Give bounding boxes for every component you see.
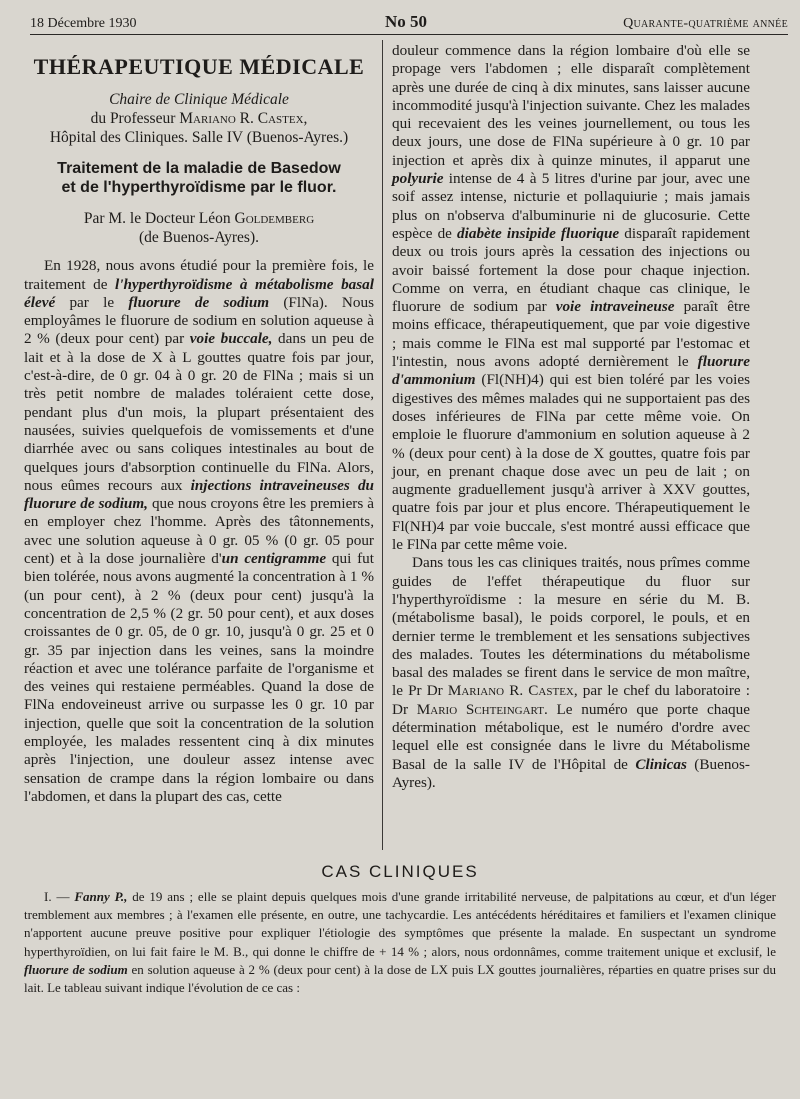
cases-body	[24, 888, 776, 997]
page-header	[30, 12, 788, 35]
issue-date: 18 Décembre 1930	[30, 16, 137, 31]
issue-number: No 50	[385, 12, 428, 31]
paragraph: En 1928, nous avons étudié pour la première fois, le traitement de l'hyperthyroïdisme à métabolisme basal élevé par le fluorure de sodium (FlNa). Nous employâmes le fluorure de sodium en solution aqueuse à 2 % (deux pour cent) par voie buccale, dans un peu de lait et à la dose de X à L gouttes quatre fois par jour, c'est-à-dire, de 0 gr. 04 à 0 gr. 20 de FlNa ; mais si un très petit nombre de malades toléraient cette dose, pendant plus d'un mois, la plupart présentaient des nausées, suivies quelquefois de vomissements et d'une diarrhée avec ou sans coliques intestinales au bout de quelques jours d'absorption continuelle du FlNa. Alors, nous eûmes recours aux injections intraveineuses du fluorure de sodium, que nous croyons être les premiers à en employer chez l'homme. Après des tâtonnements, avec une solution aqueuse à 0 gr. 05 % (0 gr. 05 pour cent) et à la dose journalière d'un centigramme qui fut bien tolérée, nous avons augmenté la concentration à 1 % (un pour cent), à 2 % (deux pour cent) jusqu'à la concentration de 2,5 % (2 gr. 50 pour cent), et aux doses croissantes de 0 gr. 05, de 0 gr. 10, jusqu'à 0 gr. 25 et 0 gr. 35 par injection dans les veines, sans la moindre réaction et avec une tolérance parfaite de l'organisme et des veines qui restaiene perméables. Quand la dose de FlNa endoveineust arrive ou surpasse les 0 gr. 10 par injection, quelle que soit la concentration de la solution employée, les malades ressentent cinq à dix minutes après l'injection, une douleur assez intense avec sensation de crampe dans la région lombaire ou dans l'abdomen, et dans la plupart des cas, cette	[24, 257, 374, 805]
professor-prefix: du Professeur	[90, 110, 176, 128]
paragraph: Dans tous les cas cliniques traités, nous prîmes comme guides de l'effet thérapeutique du fluor sur l'hyperthyroïdisme : la mesure en série du M. B. (métabolisme basal), le poids corporel, le pouls, et en dernier terme le tremblement et les sensations subjectives des malades. Toutes les déterminations du métabolisme basal des malades se firent dans le service de mon maître, le Pr Dr Mariano R. Castex, par le chef du laboratoire : Dr Mario Schteingart. Le numéro que porte chaque détermination métabolique, est le numéro d'ordre avec lequel elle est consignée dans le livre du Métabolisme Basal de la salle IV de l'Hôpital de Clinicas (Buenos-Ayres).	[392, 554, 751, 791]
right-column	[392, 42, 750, 792]
paragraph: douleur commence dans la région lombaire d'où elle se propage vers l'abdomen ; elle disparaît complètement après une durée de cinq à dix minutes, sans laisser aucune incommodité jusqu'à l'injection suivante. Chez les malades qui recevaient des les veines journellement, ou tous les deux jours, une dose de FlNa supérieure à 0 gr. 10 par injection et après dix à quinze minutes, il apparut une polyurie intense de 4 à 5 litres d'urine par jour, avec une soif assez intense, nicturie et pollaquiurie ; mais jamais plus on n'observa d'albuminurie ni de glucosurie. Cette espèce de diabète insipide fluorique disparaît rapidement deux ou trois jours après la cessation des injections ou avoir baissé fortement la dose pour chaque injection. Comme on verra, en étudiant chaque cas clinique, le fluorure de sodium par voie intraveineuse paraît être moins efficace, thérapeutiquement, que par voie digestive ; mais comme le FlNa est mal supporté par l'estomac et l'intestin, nous avons adopté dernièrement le fluorure d'ammonium (Fl(NH)4) qui est bien toléré par les voies digestives des mêmes malades qui ne supportaient pas des doses inférieures de FlNa par cette même voie. On emploie le fluorure d'ammonium en solution aqueuse à 2 % (deux pour cent) à la dose de X gouttes, quatre fois par jour, en prenant chaque dose avec un peu de lait ; on augmente graduellement jusqu'à arriver à XXV gouttes, quatre fois par jour et plus encore. Thérapeutiquement le Fl(NH)4 par voie buccale, s'est montré aussi efficace que le FlNa par cette même voie.	[392, 42, 750, 554]
column-divider	[382, 40, 383, 850]
professor-name: Mariano R. Castex,	[179, 110, 308, 128]
article-title	[24, 159, 374, 197]
author-city: (de Buenos-Ayres).	[139, 229, 259, 247]
article-title-line-2: et de l'hyperthyroïdisme par le fluor.	[61, 179, 337, 197]
cases-title: CAS CLINIQUES	[321, 862, 479, 881]
issue-year: Quarante-quatrième année	[623, 16, 788, 31]
professor-line	[24, 109, 374, 128]
case-paragraph: I. — Fanny P., de 19 ans ; elle se plaint depuis quelques mois d'une grande irritabilité nerveuse, de palpitations au cœur, et d'un léger tremblement aux membres ; à l'examen elle présente, en outre, une tachycardie. Les antécédents héréditaires et familiers et l'examen clinique n'apportent aucune preuve positive pour expliquer l'étiologie des symptômes que présente la malade. En suspectant un syndrome hyperthyroïdien, on lui fait faire le M. B., qui donne le chiffre de + 14 % ; alors, nous ordonnâmes, comme traitement unique et exclusif, le fluorure de sodium en solution aqueuse à 2 % (deux pour cent) à la dose de LX puis LX gouttes journalières, réparties en quatre prises sur du lait. Le tableau suivant indique l'évolution de ce cas :	[24, 889, 777, 996]
author-name: Goldemberg	[234, 210, 315, 228]
section-title: THÉRAPEUTIQUE MÉDICALE	[33, 54, 365, 79]
affiliation	[24, 90, 374, 147]
article-title-line-1: Traitement de la maladie de Basedow	[57, 160, 341, 178]
chair-line: Chaire de Clinique Médicale	[109, 91, 289, 109]
author-line	[24, 209, 374, 247]
author-prefix: Par M. le Docteur Léon	[83, 210, 231, 228]
hospital-line: Hôpital des Cliniques. Salle IV (Buenos-Ayres.)	[49, 129, 349, 147]
left-column	[24, 42, 374, 806]
